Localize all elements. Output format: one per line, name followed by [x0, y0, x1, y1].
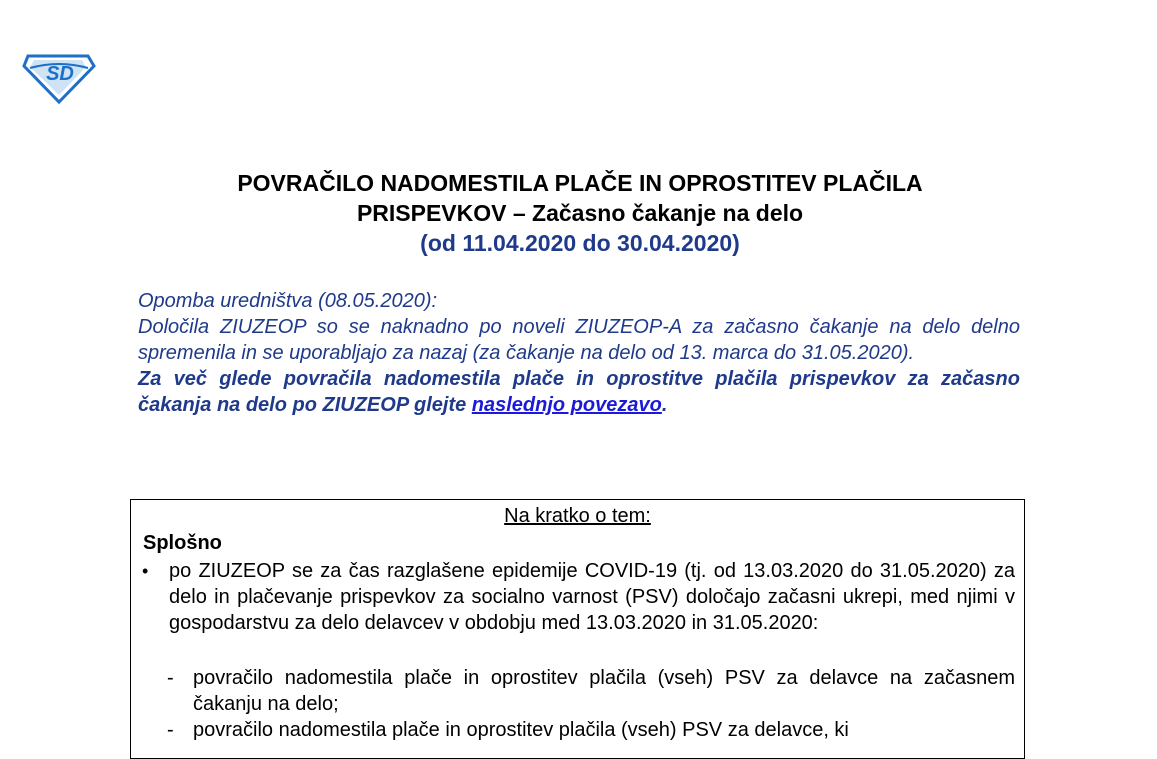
sub-item: povračilo nadomestila plače in oprostitev plačila (vseh) PSV za delavce, ki — [193, 719, 849, 741]
summary-box — [130, 499, 1025, 759]
bullet-item — [169, 558, 1015, 636]
shield-logo-icon — [22, 48, 96, 104]
section-heading-general: Splošno — [143, 532, 222, 554]
svg-text:SD: SD — [46, 63, 74, 85]
follow-link[interactable]: naslednjo povezavo — [471, 394, 662, 416]
bullet-item-text: po ZIUZEOP se za čas razglašene epidemije COVID-19 (tj. od 13.03.2020 do 31.05.2020) za delo in plačevanje prispevkov za socialno varnost (PSV) določajo začasni ukrepi, med njimi v gospodarstvu za delo delavcev v obdobju med 13.03.2020 in 31.05.2020: — [169, 560, 1015, 634]
dash-icon: - — [167, 719, 174, 741]
note-link-lead: Za več glede povračila nadomestila plače in oprostitve plačila prispevkov za začasno čakanja na delo po ZIUZEOP glejte — [138, 368, 1020, 416]
bullet-icon: • — [142, 561, 149, 581]
summary-title: Na kratko o tem: — [504, 505, 651, 527]
title-date-range: (od 11.04.2020 do 30.04.2020) — [420, 230, 740, 256]
title-line-2: PRISPEVKOV – Začasno čakanje na delo — [356, 200, 804, 226]
note-link-paragraph — [138, 366, 1020, 418]
editorial-note — [138, 288, 1020, 418]
document-title — [60, 168, 1100, 258]
note-heading: Opomba uredništva (08.05.2020): — [138, 290, 438, 312]
title-line-1: POVRAČILO NADOMESTILA PLAČE IN OPROSTITEV PLAČILA — [237, 170, 923, 196]
note-body: Določila ZIUZEOP so se naknadno po noveli ZIUZEOP-A za začasno čakanje na delo delno spremenila in se uporabljajo za nazaj (za čakanje na delo od 13. marca do 31.05.2020). — [138, 316, 1020, 364]
note-link-trail: . — [661, 394, 668, 416]
sub-item: povračilo nadomestila plače in oprostitev plačila (vseh) PSV za delavce na začasnem čakanju na delo; — [193, 667, 1015, 715]
company-logo — [22, 48, 96, 104]
dash-icon: - — [167, 667, 174, 689]
